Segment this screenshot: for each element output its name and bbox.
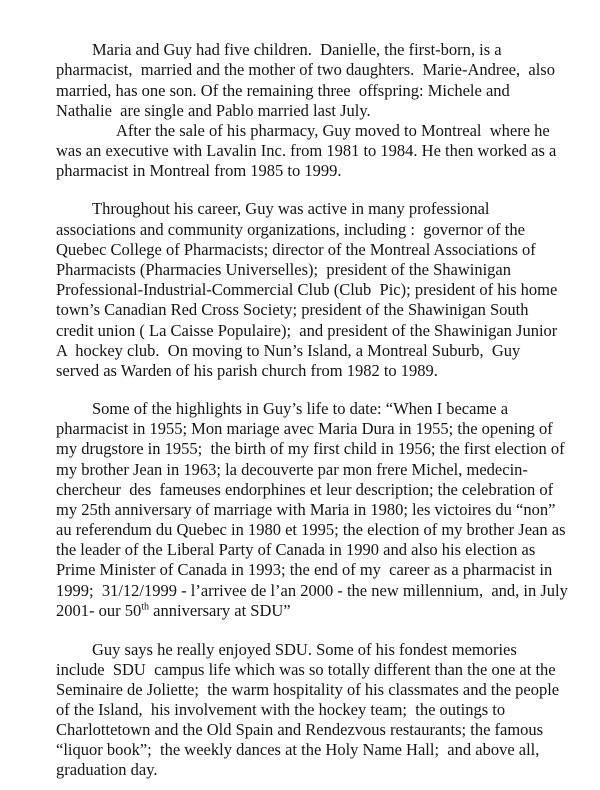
- text-line: Some of the highlights in Guy’s life to date: “When I became a: [92, 399, 509, 418]
- text-segment: 2001- our 50: [56, 601, 142, 620]
- text-line: Throughout his career, Guy was active in many professional: [92, 199, 490, 218]
- text-segment: anniversary at SDU”: [149, 601, 291, 620]
- text-line: married, has one son. Of the remaining three offspring: Michele and: [56, 81, 510, 100]
- text-line: the leader of the Liberal Party of Canada in 1990 and also his election as: [56, 540, 536, 559]
- text-line: Professional-Industrial-Commercial Club (Club Pic); president of his home: [56, 280, 558, 299]
- text-line: Charlottetown and the Old Spain and Rendezvous restaurants; the famous: [56, 720, 544, 739]
- text-line: 1999; 31/12/1999 - l’arrivee de l’an 2000 - the new millennium, and, in July: [56, 581, 568, 600]
- text-line: [56, 601, 291, 621]
- text-line: associations and community organizations, including : governor of the: [56, 220, 525, 239]
- text-line: was an executive with Lavalin Inc. from 1981 to 1984. He then worked as a: [56, 141, 557, 160]
- text-line: Maria and Guy had five children. Danielle, the first-born, is a: [92, 40, 502, 59]
- text-line: Guy says he really enjoyed SDU. Some of his fondest memories: [92, 640, 517, 659]
- text-line: served as Warden of his parish church from 1982 to 1989.: [56, 361, 438, 380]
- text-line: credit union ( La Caisse Populaire); and president of the Shawinigan Junior: [56, 321, 558, 340]
- text-line: pharmacist in Montreal from 1985 to 1999.: [56, 161, 342, 180]
- text-line: After the sale of his pharmacy, Guy moved to Montreal where he: [116, 121, 550, 140]
- text-line: my brother Jean in 1963; la decouverte par mon frere Michel, medecin-: [56, 460, 528, 479]
- text-line: town’s Canadian Red Cross Society; president of the Shawinigan South: [56, 300, 529, 319]
- text-line: Seminaire de Joliette; the warm hospitality of his classmates and the people: [56, 680, 560, 699]
- text-line: “liquor book”; the weekly dances at the Holy Name Hall; and above all,: [56, 740, 540, 759]
- text-line: my drugstore in 1955; the birth of my first child in 1956; the first election of: [56, 439, 565, 458]
- text-line: A hockey club. On moving to Nun’s Island, a Montreal Suburb, Guy: [56, 341, 521, 360]
- text-line: Prime Minister of Canada in 1993; the end of my career as a pharmacist in: [56, 560, 553, 579]
- text-line: pharmacist in 1955; Mon mariage avec Maria Dura in 1955; the opening of: [56, 419, 553, 438]
- text-line: of the Island, his involvement with the hockey team; the outings to: [56, 700, 506, 719]
- text-line: Pharmacists (Pharmacies Universelles); president of the Shawinigan: [56, 260, 512, 279]
- text-line: graduation day.: [56, 760, 158, 779]
- text-line: Nathalie are single and Pablo married last July.: [56, 101, 371, 120]
- text-line: Quebec College of Pharmacists; director of the Montreal Associations of: [56, 240, 536, 259]
- text-line: my 25th anniversary of marriage with Maria in 1980; les victoires du “non”: [56, 500, 556, 519]
- text-line: include SDU campus life which was so totally different than the one at the: [56, 660, 556, 679]
- superscript: th: [141, 601, 150, 613]
- text-line: pharmacist, married and the mother of two daughters. Marie-Andree, also: [56, 60, 555, 79]
- text-line: au referendum du Quebec in 1980 et 1995; the election of my brother Jean as: [56, 520, 566, 539]
- text-line: chercheur des fameuses endorphines et leur description; the celebration of: [56, 480, 554, 499]
